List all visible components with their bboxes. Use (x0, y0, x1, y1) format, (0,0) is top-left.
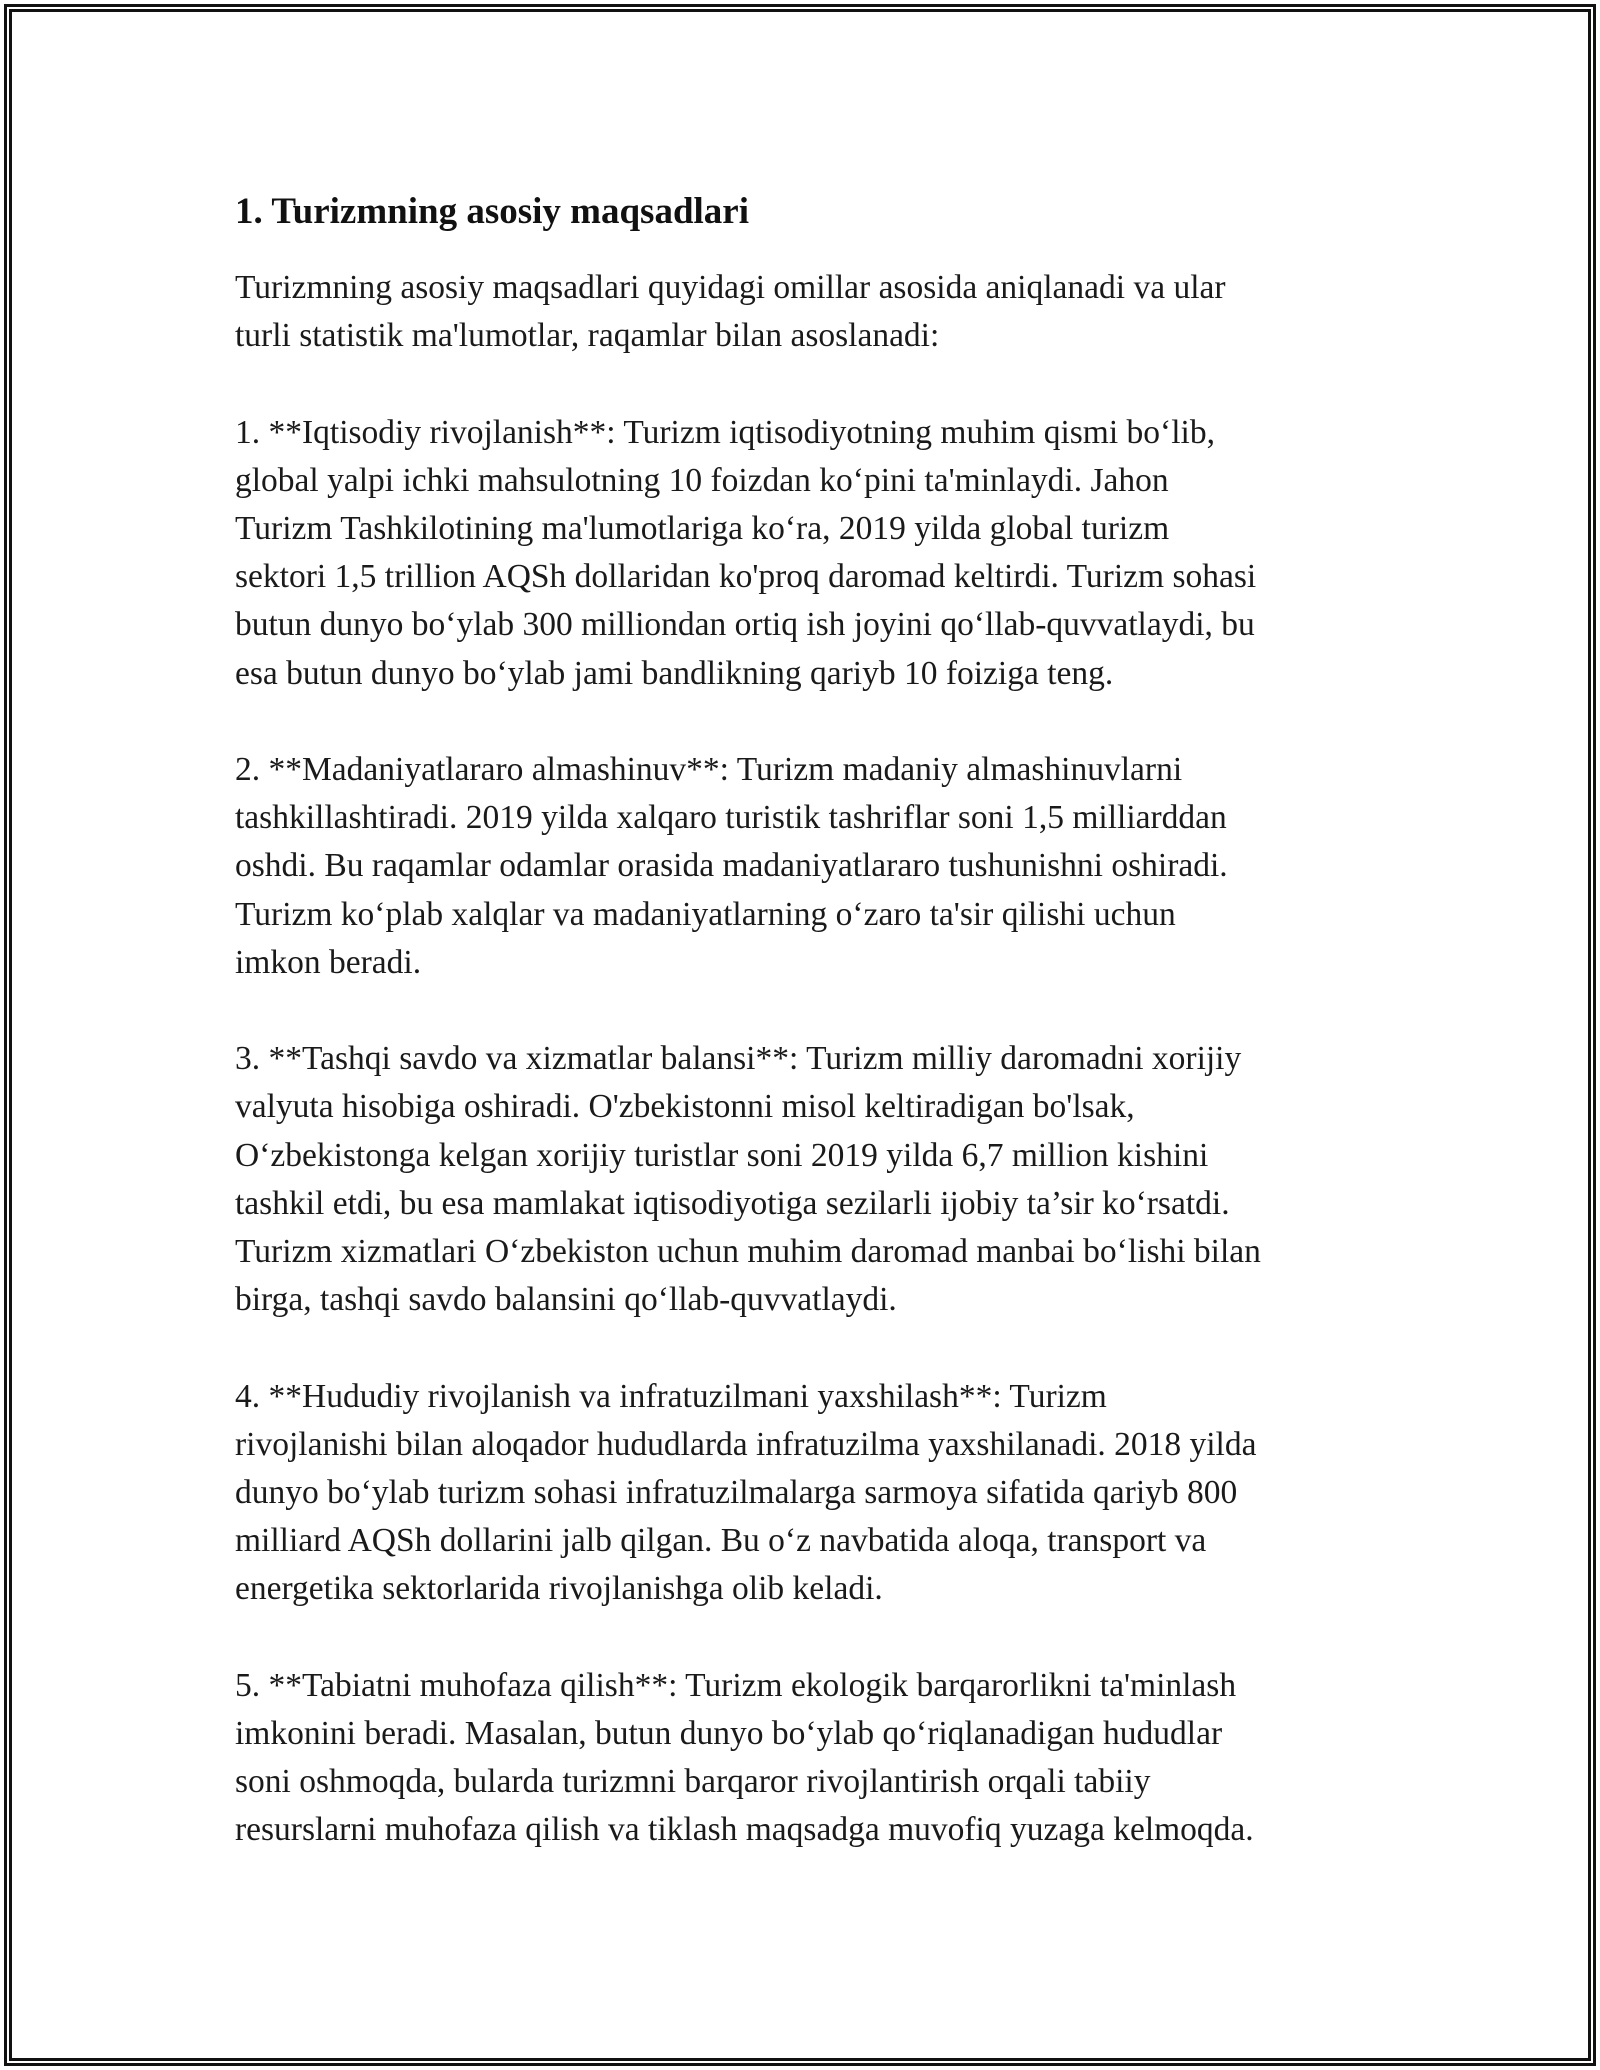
paragraph-economic-development: 1. **Iqtisodiy rivojlanish**: Turizm iqtisodiyotning muhim qismi bo‘lib, global yalpi ichki mahsulotning 10 foizdan ko‘pini ta'minlaydi. Jahon Turizm Tashkilotining ma'lumotlariga ko‘ra, 2019 yilda global turizm sektori 1,5 trillion AQSh dollaridan ko'proq daromad keltirdi. Turizm sohasi butun dunyo bo‘ylab 300 milliondan ortiq ish joyini qo‘llab-quvvatlaydi, bu esa butun dunyo bo‘ylab jami bandlikning qariyb 10 foiziga teng. (235, 413, 1257, 692)
document-body (235, 188, 1365, 1903)
intro-paragraph: Turizmning asosiy maqsadlari quyidagi omillar asosida aniqlanadi va ular turli statistik ma'lumotlar, raqamlar bilan asoslanadi: (235, 269, 1226, 355)
paragraph-cultural-exchange: 2. **Madaniyatlararo almashinuv**: Turizm madaniy almashinuvlarni tashkillashtiradi. 2019 yilda xalqaro turistik tashriflar soni 1,5 milliarddan oshdi. Bu raqamlar odamlar orasida madaniyatlararo tushunishni oshiradi. Turizm ko‘plab xalqlar va madaniyatlarning o‘zaro ta'sir qilishi uchun imkon beradi. (235, 751, 1228, 981)
paragraph-foreign-trade: 3. **Tashqi savdo va xizmatlar balansi**: Turizm milliy daromadni xorijiy valyuta hisobiga oshiradi. O'zbekistonni misol keltiradigan bo'lsak, O‘zbekistonga kelgan xorijiy turistlar soni 2019 yilda 6,7 million kishini tashkil etdi, bu esa mamlakat iqtisodiyotiga sezilarli ijobiy ta’sir ko‘rsatdi. Turizm xizmatlari O‘zbekiston uchun muhim daromad manbai bo‘lishi bilan birga, tashqi savdo balansini qo‘llab-quvvatlaydi. (235, 1040, 1261, 1319)
page-title: 1. Turizmning asosiy maqsadlari (235, 191, 750, 232)
paragraph-nature-protection: 5. **Tabiatni muhofaza qilish**: Turizm ekologik barqarorlikni ta'minlash imkonini beradi. Masalan, butun dunyo bo‘ylab qo‘riqlanadigan hududlar soni oshmoqda, bularda turizmni barqaror rivojlantirish orqali tabiiy resurslarni muhofaza qilish va tiklash maqsadga muvofiq yuzaga kelmoqda. (235, 1666, 1254, 1849)
paragraph-regional-development: 4. **Hududiy rivojlanish va infratuzilmani yaxshilash**: Turizm rivojlanishi bilan aloqador hududlarda infratuzilma yaxshilanadi. 2018 yilda dunyo bo‘ylab turizm sohasi infratuzilmalarga sarmoya sifatida qariyb 800 milliard AQSh dollarini jalb qilgan. Bu o‘z navbatida aloqa, transport va energetika sektorlarida rivojlanishga olib keladi. (235, 1377, 1257, 1608)
